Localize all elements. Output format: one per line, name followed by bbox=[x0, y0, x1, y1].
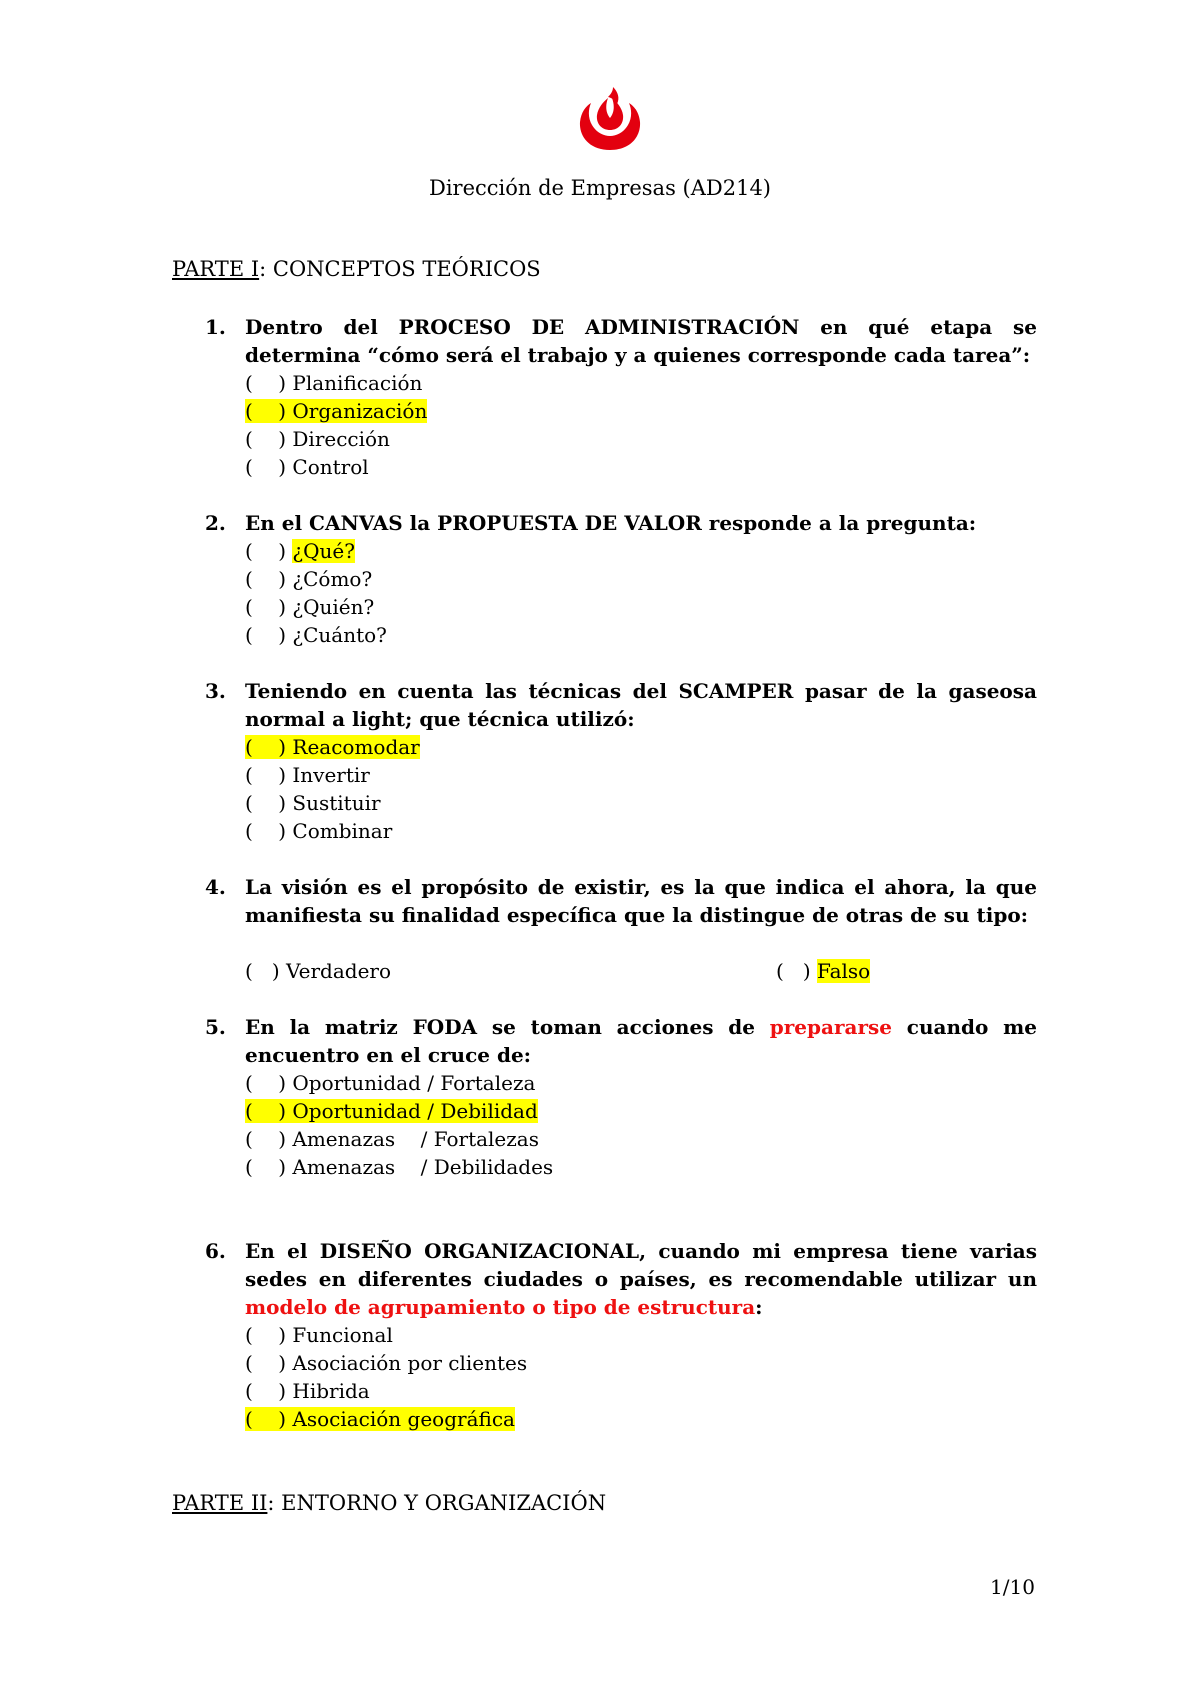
part-label: PARTE II bbox=[172, 1491, 268, 1515]
option-asociacion-clientes[interactable] bbox=[245, 1349, 1037, 1377]
option-label: ( ) Amenazas / Fortalezas bbox=[245, 1127, 539, 1151]
option-planificacion[interactable] bbox=[245, 369, 1037, 397]
upc-flame-logo-icon bbox=[577, 86, 643, 152]
option-label: ( ) Combinar bbox=[245, 819, 393, 843]
question-statement: La visión es el propósito de existir, es la que indica el ahora, la que manifiesta su finalidad específica que la distingue de otras de su tipo: bbox=[245, 875, 1037, 927]
question-2 bbox=[205, 509, 1037, 649]
options-list bbox=[205, 733, 1037, 845]
options-list bbox=[205, 1321, 1037, 1433]
question-6 bbox=[205, 1237, 1037, 1433]
question-1 bbox=[205, 313, 1037, 481]
option-label-highlighted: ( ) Asociación geográfica bbox=[245, 1407, 515, 1431]
question-number: 1. bbox=[205, 315, 226, 339]
part-label: PARTE I bbox=[172, 257, 260, 281]
options-list bbox=[205, 1069, 1037, 1181]
option-sustituir[interactable] bbox=[245, 789, 1037, 817]
question-statement-start: En el DISEÑO ORGANIZACIONAL, cuando mi empresa tiene varias sedes en diferentes ciudades o países, es recomendable utilizar un bbox=[245, 1239, 1037, 1291]
options-list bbox=[205, 537, 1037, 649]
option-verdadero[interactable]: ( ) Verdadero bbox=[245, 959, 392, 983]
option-label-highlighted: ¿Qué? bbox=[292, 539, 355, 563]
question-3 bbox=[205, 677, 1037, 845]
question-text bbox=[205, 1013, 1037, 1069]
option-control[interactable] bbox=[245, 453, 1037, 481]
question-emphasis: prepararse bbox=[769, 1015, 892, 1039]
option-label: ( ) Dirección bbox=[245, 427, 390, 451]
option-hibrida[interactable] bbox=[245, 1377, 1037, 1405]
part-heading-1 bbox=[172, 255, 541, 283]
question-number: 2. bbox=[205, 511, 226, 535]
question-number: 5. bbox=[205, 1015, 226, 1039]
option-falso[interactable] bbox=[776, 957, 870, 985]
option-label-highlighted: ( ) Oportunidad / Debilidad bbox=[245, 1099, 538, 1123]
option-paren: ( ) bbox=[245, 539, 293, 563]
question-statement-end: : bbox=[755, 1295, 763, 1319]
option-oportunidad-fortaleza[interactable] bbox=[245, 1069, 1037, 1097]
option-label-highlighted: ( ) Reacomodar bbox=[245, 735, 420, 759]
question-number: 3. bbox=[205, 679, 226, 703]
page-number: 1/10 bbox=[990, 1575, 1035, 1599]
question-statement: Dentro del PROCESO DE ADMINISTRACIÓN en qué etapa se determina “cómo será el trabajo y a quienes corresponde cada tarea”: bbox=[245, 315, 1037, 367]
question-text bbox=[205, 873, 1037, 929]
option-quien[interactable] bbox=[245, 593, 1037, 621]
option-label: ( ) ¿Cuánto? bbox=[245, 623, 387, 647]
document-title: Dirección de Empresas (AD214) bbox=[428, 176, 772, 200]
part-heading-2 bbox=[172, 1489, 606, 1517]
part-title: : CONCEPTOS TEÓRICOS bbox=[259, 257, 541, 281]
option-label: ( ) Invertir bbox=[245, 763, 370, 787]
question-emphasis: modelo de agrupamiento o tipo de estructura bbox=[245, 1295, 756, 1319]
question-text bbox=[205, 509, 1037, 537]
question-text bbox=[205, 313, 1037, 369]
option-label: ( ) Oportunidad / Fortaleza bbox=[245, 1071, 536, 1095]
option-que[interactable] bbox=[245, 537, 1037, 565]
question-5 bbox=[205, 1013, 1037, 1181]
question-statement: En el CANVAS la PROPUESTA DE VALOR responde a la pregunta: bbox=[245, 511, 977, 535]
option-label-highlighted: ( ) Organización bbox=[245, 399, 428, 423]
option-oportunidad-debilidad[interactable] bbox=[245, 1097, 1037, 1125]
option-cuanto[interactable] bbox=[245, 621, 1037, 649]
option-invertir[interactable] bbox=[245, 761, 1037, 789]
true-false-row bbox=[205, 957, 1037, 985]
option-label: ( ) ¿Cómo? bbox=[245, 567, 373, 591]
question-statement-start: En la matriz FODA se toman acciones de bbox=[245, 1015, 770, 1039]
question-statement-end: cuando me encuentro en el cruce de: bbox=[245, 1015, 1038, 1067]
option-paren: ( ) bbox=[776, 959, 818, 983]
option-organizacion[interactable] bbox=[245, 397, 1037, 425]
options-list bbox=[205, 369, 1037, 481]
option-reacomodar[interactable] bbox=[245, 733, 1037, 761]
option-funcional[interactable] bbox=[245, 1321, 1037, 1349]
option-label: ( ) Sustituir bbox=[245, 791, 381, 815]
option-amenazas-debilidades[interactable] bbox=[245, 1153, 1037, 1181]
question-4 bbox=[205, 873, 1037, 985]
option-label: ( ) Asociación por clientes bbox=[245, 1351, 528, 1375]
option-asociacion-geografica[interactable] bbox=[245, 1405, 1037, 1433]
option-como[interactable] bbox=[245, 565, 1037, 593]
option-label: ( ) Planificación bbox=[245, 371, 423, 395]
question-statement: Teniendo en cuenta las técnicas del SCAMPER pasar de la gaseosa normal a light; que técnica utilizó: bbox=[245, 679, 1037, 731]
question-text bbox=[205, 677, 1037, 733]
option-direccion[interactable] bbox=[245, 425, 1037, 453]
question-text bbox=[205, 1237, 1037, 1321]
option-label: ( ) Amenazas / Debilidades bbox=[245, 1155, 554, 1179]
part-title: : ENTORNO Y ORGANIZACIÓN bbox=[267, 1491, 607, 1515]
question-number: 4. bbox=[205, 875, 226, 899]
question-number: 6. bbox=[205, 1239, 226, 1263]
option-label-highlighted: Falso bbox=[817, 959, 871, 983]
option-amenazas-fortalezas[interactable] bbox=[245, 1125, 1037, 1153]
option-label: ( ) Hibrida bbox=[245, 1379, 370, 1403]
option-label: ( ) Funcional bbox=[245, 1323, 393, 1347]
option-combinar[interactable] bbox=[245, 817, 1037, 845]
option-label: ( ) Control bbox=[245, 455, 369, 479]
option-label: ( ) ¿Quién? bbox=[245, 595, 375, 619]
